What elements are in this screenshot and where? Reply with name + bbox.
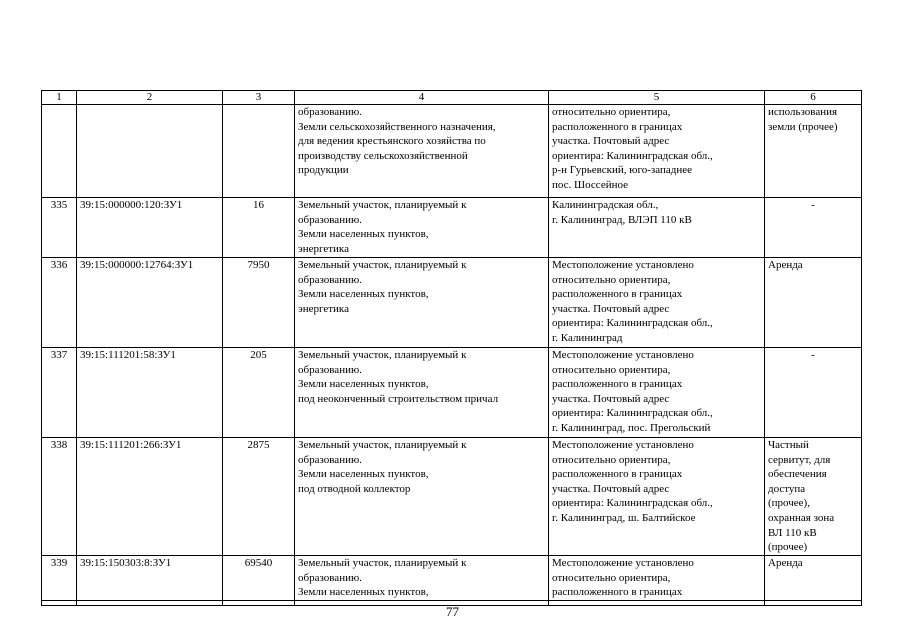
cell-line: под отводной коллектор — [298, 482, 411, 495]
cell-line: Земли населенных пунктов, — [298, 378, 429, 391]
cell-line: образованию. — [298, 213, 362, 226]
location-cell — [549, 438, 765, 556]
cell-line: производству сельскохозяйственной — [298, 149, 468, 162]
cell-line: образованию. — [298, 453, 362, 466]
cell-line: относительно ориентира, — [552, 453, 671, 466]
column-header-1: 1 — [42, 91, 77, 105]
cell-line: охранная зона — [768, 511, 835, 524]
location-cell — [549, 348, 765, 438]
cell-line: г. Калининград — [552, 331, 623, 344]
column-header-2: 2 — [77, 91, 223, 105]
table-row — [42, 438, 862, 556]
area-cell: 16 — [223, 198, 295, 258]
cell-line: р-н Гурьевский, юго-западнее — [552, 164, 692, 177]
usage-cell — [765, 438, 862, 556]
usage-cell — [765, 556, 862, 606]
column-header-4: 4 — [295, 91, 549, 105]
cell-line: Земли сельскохозяйственного назначения, — [298, 120, 496, 133]
area-cell: 69540 — [223, 556, 295, 606]
row-number-cell — [42, 105, 77, 198]
location-cell — [549, 105, 765, 198]
table-cut-edge — [41, 600, 861, 601]
cell-line: относительно ориентира, — [552, 571, 671, 584]
cell-line: образованию. — [298, 106, 362, 118]
row-number-cell: 336 — [42, 258, 77, 348]
cell-line: расположенного в границах — [552, 586, 683, 599]
cell-line: Земли населенных пунктов, — [298, 586, 429, 599]
cell-line: Земельный участок, планируемый к — [298, 199, 467, 211]
description-cell — [295, 438, 549, 556]
description-cell — [295, 348, 549, 438]
cell-line: расположенного в границах — [552, 378, 683, 391]
cell-line: доступа — [768, 482, 806, 495]
cadastral-number-cell — [77, 105, 223, 198]
row-number-cell: 335 — [42, 198, 77, 258]
location-cell — [549, 556, 765, 606]
cell-line: продукции — [298, 164, 349, 177]
cell-line: участка. Почтовый адрес — [552, 135, 670, 148]
cell-line: расположенного в границах — [552, 120, 683, 133]
cell-line: Местоположение установлено — [552, 439, 694, 451]
cell-line: Земельный участок, планируемый к — [298, 557, 467, 569]
cell-line: ориентира: Калининградская обл., — [552, 407, 713, 420]
cell-line: ВЛ 110 кВ — [768, 526, 817, 539]
table-row — [42, 556, 862, 606]
description-cell — [295, 258, 549, 348]
usage-cell — [765, 105, 862, 198]
area-cell: 205 — [223, 348, 295, 438]
cell-line: энергетика — [298, 242, 349, 255]
description-cell — [295, 105, 549, 198]
column-number-row — [42, 91, 862, 105]
row-number-cell: 338 — [42, 438, 77, 556]
usage-cell — [765, 258, 862, 348]
cell-line: для ведения крестьянского хозяйства по — [298, 135, 486, 148]
cadastral-number-cell: 39:15:000000:12764:ЗУ1 — [77, 258, 223, 348]
cell-line: Земли населенных пунктов, — [298, 468, 429, 481]
cell-line: участка. Почтовый адрес — [552, 302, 670, 315]
cell-line: образованию. — [298, 571, 362, 584]
cell-line: относительно ориентира, — [552, 106, 671, 118]
cell-line: Частный — [768, 439, 809, 451]
cell-line: г. Калининград, пос. Прегольский — [552, 421, 711, 434]
table-row — [42, 258, 862, 348]
area-cell — [223, 105, 295, 198]
cell-line: обеспечения — [768, 468, 827, 481]
cell-line: Земли населенных пунктов, — [298, 288, 429, 301]
cadastral-number-cell: 39:15:150303:8:ЗУ1 — [77, 556, 223, 606]
table-row — [42, 105, 862, 198]
cell-line: образованию. — [298, 363, 362, 376]
cell-line: расположенного в границах — [552, 468, 683, 481]
cell-line: (прочее), — [768, 497, 810, 510]
description-cell — [295, 556, 549, 606]
cell-line: Земельный участок, планируемый к — [298, 349, 467, 361]
cell-line: Калининградская обл., — [552, 199, 659, 211]
cell-line: ориентира: Калининградская обл., — [552, 317, 713, 330]
column-header-6: 6 — [765, 91, 862, 105]
usage-cell — [765, 198, 862, 258]
cell-line: энергетика — [298, 302, 349, 315]
cell-line: Земли населенных пунктов, — [298, 228, 429, 241]
location-cell — [549, 198, 765, 258]
cell-line: участка. Почтовый адрес — [552, 482, 670, 495]
table-row — [42, 198, 862, 258]
cell-line: относительно ориентира, — [552, 273, 671, 286]
cadastral-number-cell: 39:15:000000:120:ЗУ1 — [77, 198, 223, 258]
cell-line: пос. Шоссейное — [552, 178, 628, 191]
cell-line: Местоположение установлено — [552, 259, 694, 271]
cell-line: (прочее) — [768, 541, 808, 554]
land-plots-table — [41, 90, 862, 606]
cell-line: использования — [768, 106, 838, 118]
area-cell: 2875 — [223, 438, 295, 556]
cell-line: - — [811, 199, 815, 211]
area-cell: 7950 — [223, 258, 295, 348]
row-number-cell: 339 — [42, 556, 77, 606]
cell-line: сервитут, для — [768, 453, 831, 466]
cell-line: расположенного в границах — [552, 288, 683, 301]
cell-line: участка. Почтовый адрес — [552, 392, 670, 405]
location-cell — [549, 258, 765, 348]
column-header-5: 5 — [549, 91, 765, 105]
description-cell — [295, 198, 549, 258]
cell-line: Земельный участок, планируемый к — [298, 259, 467, 271]
cell-line: Аренда — [768, 557, 803, 569]
cell-line: Аренда — [768, 259, 803, 271]
cell-line: - — [811, 349, 815, 361]
cell-line: г. Калининград, ВЛЭП 110 кВ — [552, 213, 692, 226]
cell-line: ориентира: Калининградская обл., — [552, 497, 713, 510]
page-number: 77 — [446, 604, 459, 619]
cell-line: относительно ориентира, — [552, 363, 671, 376]
usage-cell — [765, 348, 862, 438]
cadastral-number-cell: 39:15:111201:58:ЗУ1 — [77, 348, 223, 438]
cell-line: под неоконченный строительством причал — [298, 392, 499, 405]
cell-line: земли (прочее) — [768, 120, 838, 133]
row-number-cell: 337 — [42, 348, 77, 438]
cadastral-number-cell: 39:15:111201:266:ЗУ1 — [77, 438, 223, 556]
table-row — [42, 348, 862, 438]
cell-line: Местоположение установлено — [552, 349, 694, 361]
cell-line: Земельный участок, планируемый к — [298, 439, 467, 451]
column-header-3: 3 — [223, 91, 295, 105]
cell-line: образованию. — [298, 273, 362, 286]
cell-line: ориентира: Калининградская обл., — [552, 149, 713, 162]
cell-line: г. Калининград, ш. Балтийское — [552, 511, 696, 524]
cell-line: Местоположение установлено — [552, 557, 694, 569]
